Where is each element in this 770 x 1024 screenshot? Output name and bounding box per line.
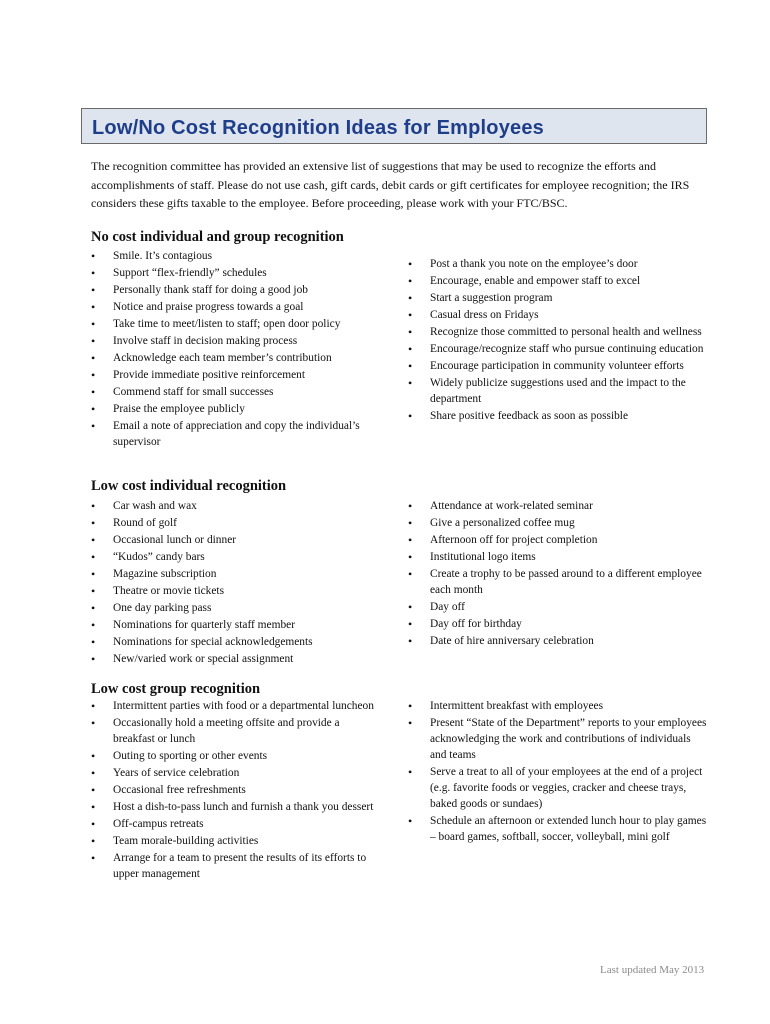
list-item: • Occasionally hold a meeting offsite and provide a breakfast or lunch: [91, 715, 383, 747]
intro-paragraph: The recognition committee has provided an extensive list of suggestions that may be used to recognize the efforts and accomplishments of staff. Please do not use cash, gift cards, debit cards or gift certificates for employee recognition; the IRS considers these gifts taxable to the employee. Before proceeding, please work with your FTC/BSC.: [91, 159, 690, 210]
list-item: • Afternoon off for project completion: [408, 532, 708, 548]
list-item: • Nominations for quarterly staff member: [91, 617, 383, 633]
list-item: • Encourage participation in community volunteer efforts: [408, 358, 708, 374]
low-cost-group-list-left: [91, 698, 383, 883]
list-item: • Email a note of appreciation and copy the individual’s supervisor: [91, 418, 383, 450]
list-item: • Give a personalized coffee mug: [408, 515, 708, 531]
list-item: • Provide immediate positive reinforcement: [91, 367, 383, 383]
list-item: • Intermittent parties with food or a departmental luncheon: [91, 698, 383, 714]
list-item: • Years of service celebration: [91, 765, 383, 781]
list-item: • Commend staff for small successes: [91, 384, 383, 400]
list-item: • Support “flex-friendly” schedules: [91, 265, 383, 281]
list-item: • Magazine subscription: [91, 566, 383, 582]
list-item: • Day off for birthday: [408, 616, 708, 632]
list-item: • Take time to meet/listen to staff; open door policy: [91, 316, 383, 332]
list-item: • Attendance at work-related seminar: [408, 498, 708, 514]
page-title: Low/No Cost Recognition Ideas for Employees: [81, 108, 707, 144]
list-item: • Occasional lunch or dinner: [91, 532, 383, 548]
list-item: • “Kudos” candy bars: [91, 549, 383, 565]
no-cost-list-right: [408, 256, 708, 425]
list-item: • Date of hire anniversary celebration: [408, 633, 708, 649]
list-item: • Present “State of the Department” reports to your employees acknowledging the work and contributions of individuals and teams: [408, 715, 708, 763]
list-item: • Intermittent breakfast with employees: [408, 698, 708, 714]
list-item: • Encourage/recognize staff who pursue continuing education: [408, 341, 708, 357]
list-item: • One day parking pass: [91, 600, 383, 616]
list-item: • Widely publicize suggestions used and the impact to the department: [408, 375, 708, 407]
low-cost-individual-list-left: [91, 498, 383, 668]
list-item: • Host a dish-to-pass lunch and furnish a thank you dessert: [91, 799, 383, 815]
low-cost-group-list-right: [408, 698, 708, 846]
list-item: • Smile. It’s contagious: [91, 248, 383, 264]
low-cost-individual-list-right: [408, 498, 708, 650]
list-item: • Post a thank you note on the employee’s door: [408, 256, 708, 272]
list-item: • Occasional free refreshments: [91, 782, 383, 798]
list-item: • Theatre or movie tickets: [91, 583, 383, 599]
low-cost-individual-heading: Low cost individual recognition: [91, 478, 287, 494]
list-item: • Outing to sporting or other events: [91, 748, 383, 764]
list-item: • New/varied work or special assignment: [91, 651, 383, 667]
list-item: • Nominations for special acknowledgements: [91, 634, 383, 650]
list-item: • Start a suggestion program: [408, 290, 708, 306]
list-item: • Team morale-building activities: [91, 833, 383, 849]
list-item: • Involve staff in decision making process: [91, 333, 383, 349]
list-item: • Create a trophy to be passed around to a different employee each month: [408, 566, 708, 598]
list-item: • Round of golf: [91, 515, 383, 531]
list-item: • Institutional logo items: [408, 549, 708, 565]
list-item: • Personally thank staff for doing a good job: [91, 282, 383, 298]
list-item: • Acknowledge each team member’s contribution: [91, 350, 383, 366]
list-item: • Day off: [408, 599, 708, 615]
list-item: • Arrange for a team to present the results of its efforts to upper management: [91, 850, 383, 882]
list-item: • Schedule an afternoon or extended lunch hour to play games – board games, softball, soccer, volleyball, mini golf: [408, 813, 708, 845]
list-item: • Off-campus retreats: [91, 816, 383, 832]
list-item: • Casual dress on Fridays: [408, 307, 708, 323]
low-cost-group-heading: Low cost group recognition: [91, 681, 261, 697]
no-cost-list-left: [91, 248, 383, 451]
list-item: • Car wash and wax: [91, 498, 383, 514]
list-item: • Praise the employee publicly: [91, 401, 383, 417]
last-updated-note: Last updated May 2013: [600, 964, 705, 976]
no-cost-heading: No cost individual and group recognition: [91, 229, 344, 245]
list-item: • Encourage, enable and empower staff to excel: [408, 273, 708, 289]
list-item: • Recognize those committed to personal health and wellness: [408, 324, 708, 340]
list-item: • Share positive feedback as soon as possible: [408, 408, 708, 424]
list-item: • Serve a treat to all of your employees at the end of a project (e.g. favorite foods or veggies, cracker and cheese trays, baked goods or sundaes): [408, 764, 708, 812]
list-item: • Notice and praise progress towards a goal: [91, 299, 383, 315]
